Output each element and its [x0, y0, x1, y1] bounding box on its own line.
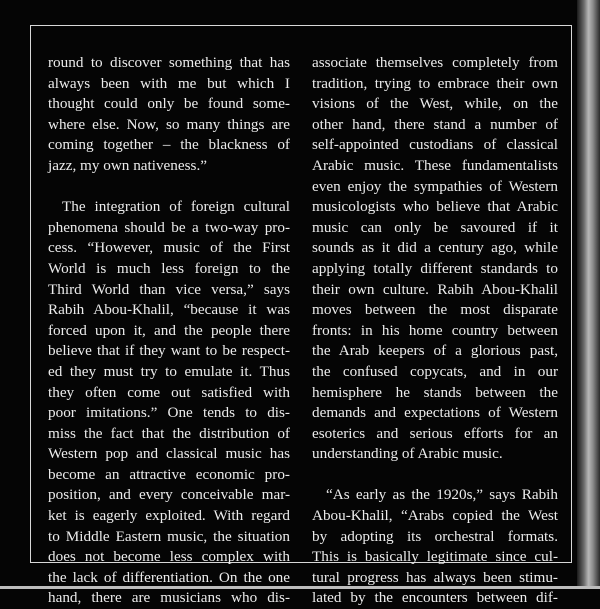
text-line: This is basically legitimate since cul- [312, 548, 558, 566]
text-line: demands and expectations of Western [312, 404, 558, 422]
paragraph [48, 197, 290, 609]
text-line: ket is eagerly exploited. With regard [48, 507, 290, 525]
text-line: Third World than vice versa,” says [48, 280, 290, 298]
text-line: Arabic music. These fundamentalists [312, 156, 558, 174]
text-line: they often come out satisfied with [48, 383, 290, 401]
text-line: to Middle Eastern music, the situation [48, 527, 290, 545]
text-line: where else. Now, so many things are [48, 115, 290, 133]
text-line: The integration of foreign cultural [62, 198, 290, 216]
text-line: believe that if they want to be respect- [48, 342, 290, 360]
text-line: Western pop and classical music has [48, 445, 290, 463]
text-line: hand, there are musicians who dis- [48, 589, 290, 607]
text-line: esoterics and serious efforts for an [312, 424, 558, 442]
text-line: “As early as the 1920s,” says Rabih [326, 486, 558, 504]
text-line: Abou-Khalil, “Arabs copied the West [312, 507, 558, 525]
text-line: visions of the West, while, on the [312, 95, 558, 113]
text-line: cess. “However, music of the First [48, 239, 290, 257]
right-text-column [312, 53, 558, 609]
text-line: understanding of Arabic music. [312, 445, 503, 463]
text-line: musicologists who believe that Arabic [312, 198, 558, 216]
text-line: applying totally different standards to [312, 259, 558, 277]
text-line: tradition, trying to embrace their own [312, 74, 558, 92]
text-line: tural progress has always been stimu- [312, 568, 558, 586]
text-line: forced upon it, and the people there [48, 321, 290, 339]
paragraph [312, 53, 558, 465]
text-line: poor imitations.” One tends to dis- [48, 404, 290, 422]
paragraph [48, 53, 290, 177]
text-line: coming together – the blackness of [48, 136, 290, 154]
text-line: the confused copycats, and in our [312, 362, 558, 380]
text-line: become an attractive economic pro- [48, 465, 290, 483]
text-line: associate themselves completely from [312, 54, 558, 71]
text-line: Rabih Abou-Khalil, “because it was [48, 301, 290, 319]
booklet-spine-edge [577, 0, 600, 589]
text-line: by adopting its orchestral formats. [312, 527, 558, 545]
text-line: other hand, there stand a number of [312, 115, 558, 133]
text-line: does not become less complex with [48, 548, 290, 566]
text-line: round to discover something that has [48, 54, 290, 71]
text-line: even enjoy the sympathies of Western [312, 177, 558, 195]
paragraph [312, 485, 558, 609]
text-line: World is much less foreign to the [48, 259, 290, 277]
text-line: sounds as it did a century ago, while [312, 239, 558, 257]
text-line: thought could only be found some- [48, 95, 290, 113]
text-line: their own culture. Rabih Abou-Khalil [312, 280, 558, 298]
text-line: the Arab keepers of a glorious past, [312, 342, 558, 360]
text-line: moves between the most disparate [312, 301, 558, 319]
text-line: jazz, my own nativeness.” [48, 156, 207, 174]
text-line: ed they must try to emulate it. Thus [48, 362, 290, 380]
text-line: the lack of differentiation. On the one [48, 568, 290, 586]
text-line: miss the fact that the distribution of [48, 424, 290, 442]
text-line: always been with me but which I [48, 74, 290, 92]
text-line: self-appointed custodians of classical [312, 136, 558, 154]
text-line: phenomena should be a two-way pro- [48, 218, 290, 236]
text-line: fronts: in his home country between [312, 321, 558, 339]
text-line: music can only be savoured if it [312, 218, 558, 236]
text-line: position, and every conceivable mar- [48, 486, 290, 504]
left-text-column [48, 53, 290, 609]
text-line: hemisphere he stands between the [312, 383, 558, 401]
text-line: lated by the encounters between dif- [312, 589, 558, 607]
